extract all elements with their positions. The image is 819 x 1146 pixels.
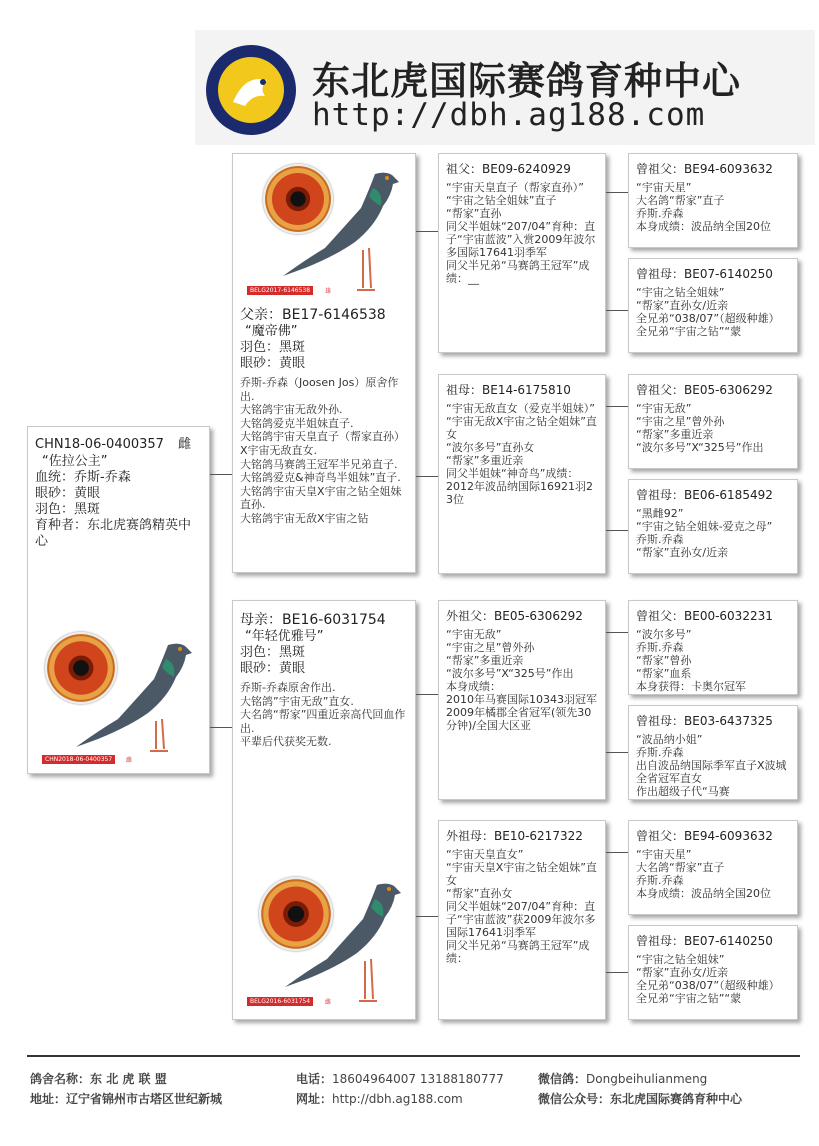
footer-public-value: 东北虎国际赛鸽育种中心	[610, 1092, 743, 1106]
father-name: “魔帝佛”	[245, 324, 298, 339]
footer-phone-value: 18604964007 13188180777	[332, 1072, 504, 1086]
grandparent-title: 祖母：BE14-6175810	[446, 383, 571, 397]
main-pigeon-photo	[58, 627, 206, 767]
great-grandparent-body: “宇宙无敌” “宇宙之星”曾外孙 “帮家”多重近亲 “波尔多号”X“325号”作出	[636, 402, 764, 454]
footer-public-label: 微信公众号：	[538, 1092, 611, 1106]
footer-address	[30, 1090, 222, 1107]
connector-line	[416, 231, 438, 232]
connector-line	[606, 752, 628, 753]
logo	[205, 44, 297, 136]
connector-line	[606, 632, 628, 633]
mother-card	[232, 600, 416, 1020]
footer-website-label: 网址：	[296, 1092, 333, 1106]
connector-line	[606, 852, 628, 853]
footer-phone	[296, 1070, 504, 1087]
grandmother-paternal-card	[438, 374, 606, 574]
footer-wechat	[538, 1070, 707, 1087]
footer-public	[538, 1090, 742, 1107]
great-grandparent-title: 曾祖父：BE00-6032231	[636, 609, 773, 623]
connector-line	[606, 406, 628, 407]
mother-ring: 母亲：BE16-6031754	[240, 612, 386, 628]
father-body: 乔斯-乔森（Joosen Jos）原舍作出. 大铭鸽宇宙无敌外孙. 大铭鸽爱克半姐妹直子. 大铭鸽宇宙天皇直子（帮家直孙）X宇宙无敌直女. 大铭鸽马赛鸽王冠军半兄弟直子. 大铭鸽爱克&神奇鸟半姐妹”直子. 大铭鸽宇宙天皇X宇宙之钻全姐妹直孙. 大铭鸽宇宙无敌X宇宙之钻	[240, 376, 405, 525]
footer-website	[296, 1090, 463, 1107]
main-line-3: 育种者：东北虎赛鸽精英中心	[35, 518, 192, 549]
connector-line	[416, 916, 438, 917]
main-line-1: 眼砂：黄眼	[35, 486, 101, 501]
main-name: “佐拉公主”	[42, 454, 108, 469]
footer-divider	[27, 1055, 800, 1057]
great-grandparent-body: “宇宙天星” 大名鸽“帮家”直子 乔斯.乔森 本身成绩：波品纳全国20位	[636, 848, 771, 900]
great-grandparent-card	[628, 925, 798, 1020]
great-grandparent-body: “黑雌92” “宇宙之钻全姐妹-爱克之母” 乔斯.乔森 “帮家”直孙女/近亲	[636, 507, 773, 559]
great-grandparent-title: 曾祖父：BE94-6093632	[636, 829, 773, 843]
great-grandparent-title: 曾祖母：BE03-6437325	[636, 714, 773, 728]
father-pigeon-photo	[263, 160, 413, 300]
father-card	[232, 153, 416, 573]
father-photo-tag: BELG2017-6146538	[247, 286, 313, 295]
grandfather-maternal-card	[438, 600, 606, 800]
footer-address-label: 地址：	[30, 1092, 67, 1106]
page-title: 东北虎国际赛鸽育种中心	[312, 59, 742, 103]
grandparent-title: 外祖母：BE10-6217322	[446, 829, 583, 843]
father-ring: 父亲：BE17-6146538	[240, 307, 386, 323]
main-photo-tag: CHN2018-06-0400357	[42, 755, 115, 764]
father-photo-tag-sex: 雄	[325, 288, 332, 295]
connector-line	[606, 530, 628, 531]
connector-line	[416, 476, 438, 477]
footer-wechat-label: 微信鸽：	[538, 1072, 587, 1086]
mother-photo-tag: BELG2016-6031754	[247, 997, 313, 1006]
header-url[interactable]: http://dbh.ag188.com	[312, 97, 706, 133]
grandparent-body: “宇宙天皇直子（帮家直孙）” “宇宙之钻全姐妹”直子 “帮家”直孙 同父半姐妹“207/04”育种：直子“宇宙蓝波”入赏2009年波尔多国际17641羽季军 同父半兄弟“马赛鸽王冠军”成绩：__	[446, 181, 596, 285]
mother-photo-tag-sex: 雌	[325, 999, 332, 1006]
great-grandparent-body: “波品纳小姐” 乔斯.乔森 出自波品纳国际季军直子X波城全省冠军直女 作出超级子代“马赛	[636, 733, 787, 798]
main-sex: 雌	[178, 437, 192, 452]
footer-phone-label: 电话：	[296, 1072, 333, 1086]
footer-loft-value: 东 北 虎 联 盟	[90, 1072, 167, 1086]
great-grandparent-card	[628, 374, 798, 469]
footer-website-value[interactable]: http://dbh.ag188.com	[332, 1092, 463, 1106]
connector-line	[606, 310, 628, 311]
connector-line	[606, 972, 628, 973]
mother-line-1: 眼砂：黄眼	[240, 661, 306, 676]
mother-name: “年轻优雅号”	[245, 629, 324, 644]
connector-line	[606, 192, 628, 193]
father-line-0: 羽色：黑斑	[240, 340, 306, 355]
great-grandparent-body: “宇宙之钻全姐妹” “帮家”直孙女/近亲 全兄弟“038/07”（超级种雄） 全兄弟“宇宙之钻”“蒙	[636, 286, 780, 338]
great-grandparent-card	[628, 820, 798, 915]
great-grandparent-title: 曾祖父：BE94-6093632	[636, 162, 773, 176]
great-grandparent-body: “宇宙天星” 大名鸽“帮家”直子 乔斯.乔森 本身成绩：波品纳全国20位	[636, 181, 771, 233]
great-grandparent-title: 曾祖父：BE05-6306292	[636, 383, 773, 397]
great-grandparent-body: “宇宙之钻全姐妹” “帮家”直孙女/近亲 全兄弟“038/07”（超级种雄） 全兄弟“宇宙之钻”“蒙	[636, 953, 780, 1005]
grandparent-body: “宇宙无敌” “宇宙之星”曾外孙 “帮家”多重近亲 “波尔多号”X“325号”作出 本身成绩： 2010年马赛国际10343羽冠军 2009年橘郡全省冠军(领先30分钟)/全国大区亚	[446, 628, 597, 732]
mother-line-0: 羽色：黑斑	[240, 645, 306, 660]
main-ring: CHN18-06-0400357	[35, 437, 164, 452]
footer-wechat-value: Dongbeihulianmeng	[586, 1072, 708, 1086]
connector-line	[416, 694, 438, 695]
great-grandparent-card	[628, 258, 798, 353]
connector-line	[210, 727, 232, 728]
great-grandparent-card	[628, 479, 798, 574]
footer-address-value: 辽宁省锦州市古塔区世纪新城	[66, 1092, 223, 1106]
grandparent-body: “宇宙天皇直女” “宇宙天皇X宇宙之钻全姐妹”直女 “帮家”直孙女 同父半姐妹“207/04”育种：直子“宇宙蓝波”获2009年波尔多国际17641羽季军 同父半兄弟“马赛鸽王冠军”成绩：	[446, 848, 597, 965]
mother-pigeon-photo	[265, 871, 415, 1011]
main-line-0: 血统：乔斯-乔森	[35, 470, 131, 485]
great-grandparent-card	[628, 600, 798, 695]
great-grandparent-card	[628, 153, 798, 248]
mother-body: 乔斯-乔森原舍作出. 大铭鸽”宇宙无敌”直女. 大名鸽“帮家”四重近亲高代回血作出. 平辈后代获奖无数.	[240, 681, 406, 749]
great-grandparent-title: 曾祖母：BE06-6185492	[636, 488, 773, 502]
grandfather-paternal-card	[438, 153, 606, 353]
great-grandparent-body: “波尔多号” 乔斯.乔森 “帮家”曾孙 “帮家”血系 本身获得：卡奥尔冠军	[636, 628, 746, 693]
great-grandparent-title: 曾祖母：BE07-6140250	[636, 267, 773, 281]
main-bird-card	[27, 426, 210, 774]
grandparent-title: 祖父：BE09-6240929	[446, 162, 571, 176]
footer-loft-label: 鸽舍名称：	[30, 1072, 91, 1086]
grandparent-body: “宇宙无敌直女（爱克半姐妹）” “宇宙无敌X宇宙之钻全姐妹”直女 “波尔多号”直孙女 “帮家”多重近亲 同父半姐妹“神奇鸟”成绩： 2012年波品纳国际16921羽23位	[446, 402, 597, 506]
father-line-1: 眼砂：黄眼	[240, 356, 306, 371]
great-grandparent-title: 曾祖母：BE07-6140250	[636, 934, 773, 948]
grandparent-title: 外祖父：BE05-6306292	[446, 609, 583, 623]
connector-line	[210, 474, 232, 475]
main-line-2: 羽色：黑斑	[35, 502, 101, 517]
main-photo-tag-sex: 雌	[126, 757, 133, 764]
grandmother-maternal-card	[438, 820, 606, 1020]
great-grandparent-card	[628, 705, 798, 800]
footer-loft	[30, 1070, 167, 1087]
